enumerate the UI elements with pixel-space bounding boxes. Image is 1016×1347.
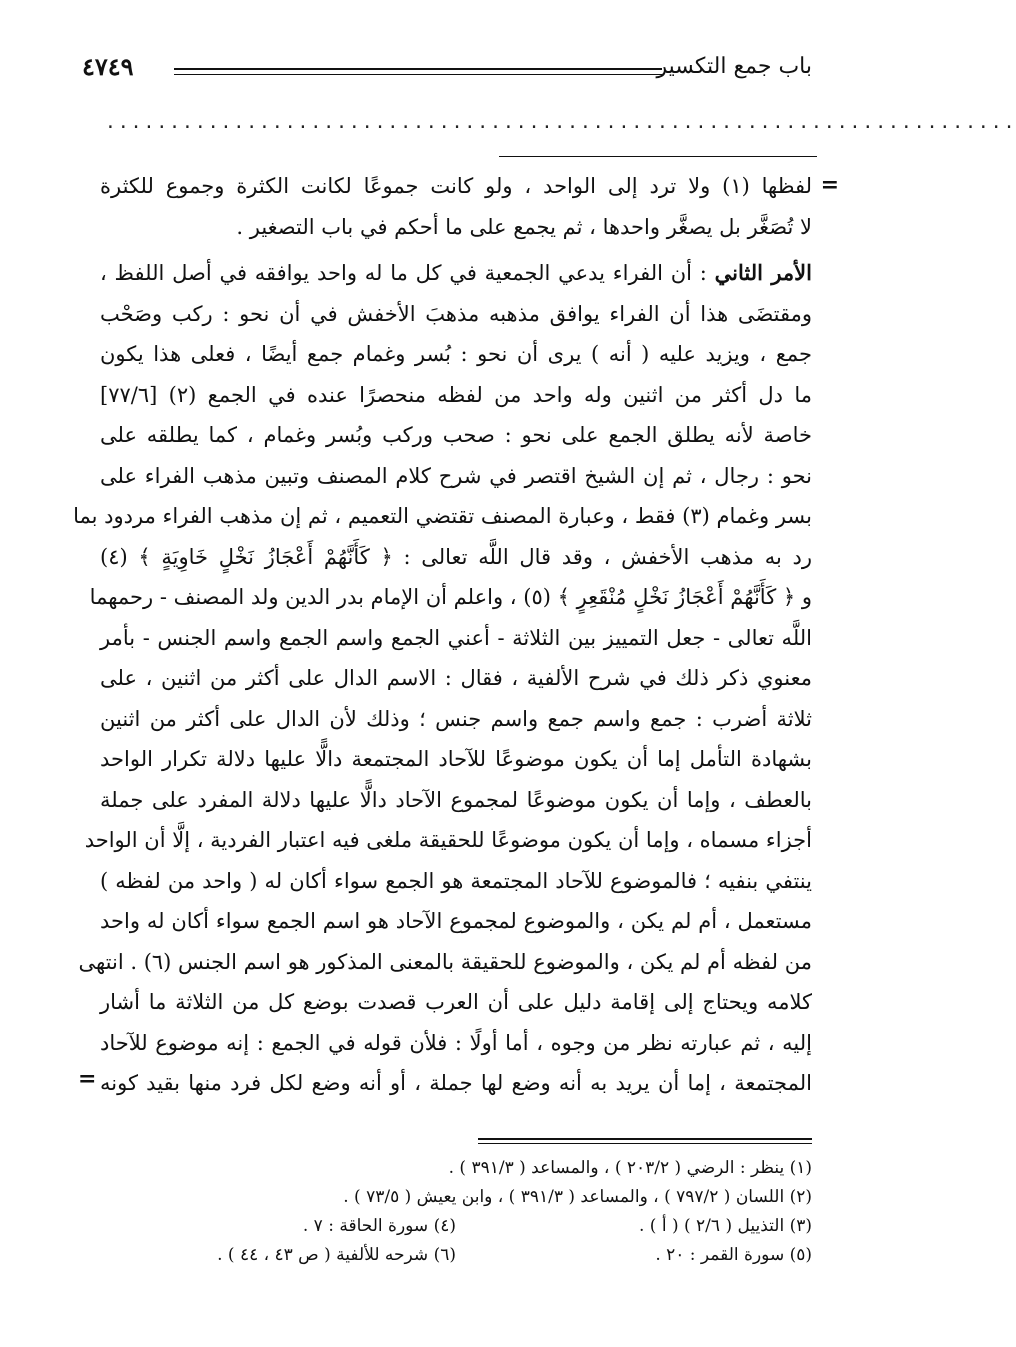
body-line xyxy=(100,901,812,942)
footnote: (٢) اللسان ( ٧٩٧/٢ ) ، والمساعد ( ٣٩١/٣ ) ، وابن يعيش ( ٧٣/٥ ) . xyxy=(343,1187,812,1207)
body-line-text: لا تُصَغَّر بل يصغَّر واحدها ، ثم يجمع على ما أحكم في باب التصغير . xyxy=(236,214,812,239)
page-header xyxy=(82,42,812,90)
body-line xyxy=(100,415,812,456)
footnote-row xyxy=(100,1212,812,1241)
body-line xyxy=(100,1063,812,1104)
body-line xyxy=(100,294,812,335)
body-line xyxy=(89,577,812,618)
body-line-text: جمع ، ويزيد عليه ( أنه ) يرى أن نحو : بُسر وغمام جمع أيضًا ، فعلى هذا يكون xyxy=(100,342,812,366)
continuation-mark-end: = xyxy=(78,1066,97,1092)
body-line-text: ومقتضَى هذا أن الفراء يوافق مذهبه مذهبَ الأخفش في أن نحو : ركب وصَحْب xyxy=(100,301,812,326)
body-line-text: من لفظه أم لم يكن ، والموضوع للحقيقة بالمعنى المذكور هو اسم الجنس (٦) . انتهى xyxy=(78,949,812,974)
body-line xyxy=(100,166,812,207)
footnotes xyxy=(100,1154,812,1270)
footnote: (٤) سورة الحاقة : ٧ . xyxy=(302,1216,456,1236)
footnote-rule xyxy=(478,1138,812,1144)
body-line-text: ينتفي بنفيه ؛ فالموضوع للآحاد المجتمعة هو الجمع سواء أكان له ( واحد من لفظه ) xyxy=(100,868,812,893)
body-line xyxy=(100,618,812,659)
body-line xyxy=(100,207,812,248)
body-line xyxy=(84,820,812,861)
body-line-text: رد به مذهب الأخفش ، وقد قال اللَّه تعالى : ﴿ كَأَنَّهُمْ أَعْجَازُ نَخْلٍ خَاوِيَةٍ ﴾ (٤) xyxy=(100,544,812,569)
body-line-text: معنوي ذكر ذلك في شرح الألفية ، فقال : الاسم الدال على أكثر من اثنين ، على xyxy=(100,666,812,690)
body-line-text: أجزاء مسماه ، وإما أن يكون موضوعًا للحقيقة ملغى فيه اعتبار الفردية ، إلَّا أن الواحد xyxy=(84,828,812,852)
footnote: (٣) التذييل ( ٢/٦ ) ( أ ) . xyxy=(639,1216,812,1236)
body-line xyxy=(100,861,812,902)
body-line-text: ما دل أكثر من اثنين وله واحد من لفظه منحصرًا عنده في الجمع (٢) [٧٧/٦] xyxy=(100,382,813,407)
body-line-text: بالعطف ، وإما أن يكون موضوعًا لمجموع الآحاد دالًّا عليها دلالة المفرد على جملة xyxy=(100,787,812,812)
body-text xyxy=(73,166,813,1104)
body-line xyxy=(100,699,812,740)
body-line-text: المجتمعة ، إما أن يريد به أنه وضع لها جملة ، أو أنه وضع لكل فرد منها بقيد كونه xyxy=(100,1071,812,1095)
body-line xyxy=(100,780,812,821)
body-line-text: بشهادة التأمل إما أن يكون موضوعًا للآحاد المجتمعة دالًّا عليها دلالة تكرار الواحد xyxy=(100,747,812,771)
section-lead: الأمر الثاني xyxy=(714,260,812,285)
body-line xyxy=(100,334,812,375)
continuation-mark-start: = xyxy=(820,172,839,198)
header-rule xyxy=(174,68,662,75)
body-line-text: ثلاثة أضرب : جمع واسم جمع واسم جنس ؛ وذلك لأن الدال على أكثر من اثنين xyxy=(100,706,812,731)
body-line-text: مستعمل ، أم لم يكن ، والموضوع لمجموع الآحاد هو اسم الجمع سواء أكان له واحد xyxy=(100,909,812,933)
body-line-text: : أن الفراء يدعي الجمعية في كل ما له واحد يوافقه في أصل اللفظ ، xyxy=(100,261,715,285)
body-line-text: إليه ، ثم عبارته نظر من وجوه ، أما أولًا : فلأن قوله في الجمع : إنه موضوع للآحاد xyxy=(100,1030,812,1055)
footnote: (٥) سورة القمر : ٢٠ . xyxy=(655,1245,812,1265)
footnote-row xyxy=(100,1154,812,1183)
body-line xyxy=(100,658,812,699)
body-line-text: نحو : رجال ، ثم إن الشيخ اقتصر في شرح كلام المصنف وتبين مذهب الفراء على xyxy=(100,463,812,488)
footnote: (٦) شرحه للألفية ( ص ٤٣ ، ٤٤ ) . xyxy=(217,1245,456,1265)
body-line xyxy=(78,942,812,983)
page-number: ٤٧٤٩ xyxy=(82,52,134,81)
body-line-text: بسر وغمام (٣) فقط ، وعبارة المصنف تقتضي التعميم ، ثم إن مذهب الفراء مردود بما xyxy=(73,504,812,528)
body-line xyxy=(73,496,812,537)
footnote-row xyxy=(100,1241,812,1270)
footnote: (١) ينظر : الرضي ( ٢٠٣/٢ ) ، والمساعد ( ٣٩١/٣ ) . xyxy=(448,1158,812,1178)
body-line-text: و ﴿ كَأَنَّهُمْ أَعْجَازُ نَخْلٍ مُنْقَعِرٍ ﴾ (٥) ، واعلم أن الإمام بدر الدين ولد المصنف - رحمهما xyxy=(89,585,812,609)
dotted-separator: ....................................................................... xyxy=(105,112,1016,133)
body-line xyxy=(100,537,812,578)
body-line xyxy=(100,739,812,780)
body-line xyxy=(100,1023,812,1064)
body-line xyxy=(100,982,812,1023)
continuation-rule xyxy=(499,156,817,157)
body-line-text: كلامه ويحتاج إلى إقامة دليل على أن العرب قصدت بوضع كل من الثلاثة ما أشار xyxy=(100,990,812,1014)
body-line-text: خاصة لأنه يطلق الجمع على نحو : صحب وركب وبُسر وغمام ، كما يطلقه على xyxy=(100,423,812,447)
chapter-title: باب جمع التكسير xyxy=(656,54,812,79)
body-line xyxy=(100,375,812,416)
footnote-row xyxy=(100,1183,812,1212)
body-line-text: اللَّه تعالى - جعل التمييز بين الثلاثة - أعني الجمع واسم الجمع واسم الجنس - بأمر xyxy=(100,625,812,650)
body-line xyxy=(100,253,812,294)
body-line xyxy=(100,456,812,497)
body-line-text: لفظها (١) ولا ترد إلى الواحد ، ولو كانت جموعًا لكانت الكثرة وجموع للكثرة xyxy=(100,174,812,198)
